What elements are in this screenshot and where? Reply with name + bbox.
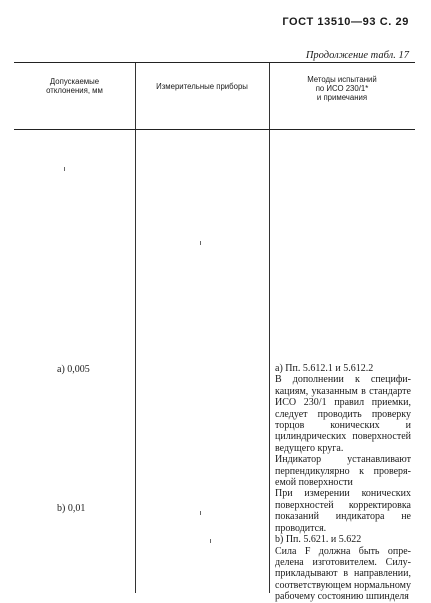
- column-header-line: Методы испытаний: [307, 75, 377, 84]
- note-paragraph: Сила F должна быть определена изготовителем. Силуприкладывают в направлении, соответствующем нормальному рабочему состоянию шпинделя: [275, 545, 411, 603]
- column-header-line: Измерительные приборы: [156, 82, 248, 91]
- note-paragraph: При измерении конических поверхностей корректировка показаний индикатора не проводится.: [275, 488, 411, 534]
- note-reference-b: b) Пп. 5.621. и 5.622: [275, 534, 362, 546]
- header-divider: [14, 129, 415, 130]
- tolerance-b: b) 0,01: [57, 503, 86, 514]
- print-speck: [210, 539, 211, 543]
- column-header-instruments: [135, 82, 269, 91]
- table: [14, 62, 415, 603]
- table-continuation-caption: Продолжение табл. 17: [305, 50, 409, 61]
- column-header-tolerance: [14, 77, 135, 95]
- methods-notes: [275, 363, 411, 603]
- print-speck: [200, 241, 201, 245]
- print-speck: [200, 511, 201, 515]
- column-header-line: Допускаемые: [49, 77, 100, 86]
- print-speck: [64, 167, 65, 171]
- note-paragraph: В дополнении к спецификациям, указанным в стандарте ИСО 230/1 правил приемки, следует проводить проверку торцов конических и цилиндрических поверхностей ведущего круга.: [275, 374, 411, 454]
- column-header-line: отклонения, мм: [46, 86, 103, 95]
- column-header-methods: [269, 75, 415, 102]
- note-reference-a: a) Пп. 5.612.1 и 5.612.2: [275, 363, 374, 374]
- page-header: ГОСТ 13510—93 С. 29: [282, 16, 409, 28]
- column-divider: [135, 63, 136, 593]
- column-divider: [269, 63, 270, 593]
- column-header-line: по ИСО 230/1*: [315, 84, 369, 93]
- column-header-line: и примечания: [316, 93, 368, 102]
- note-paragraph: Индикатор устанавливают перпендикулярно к проверяемой поверхности: [275, 454, 411, 489]
- tolerance-a: a) 0,005: [57, 364, 90, 375]
